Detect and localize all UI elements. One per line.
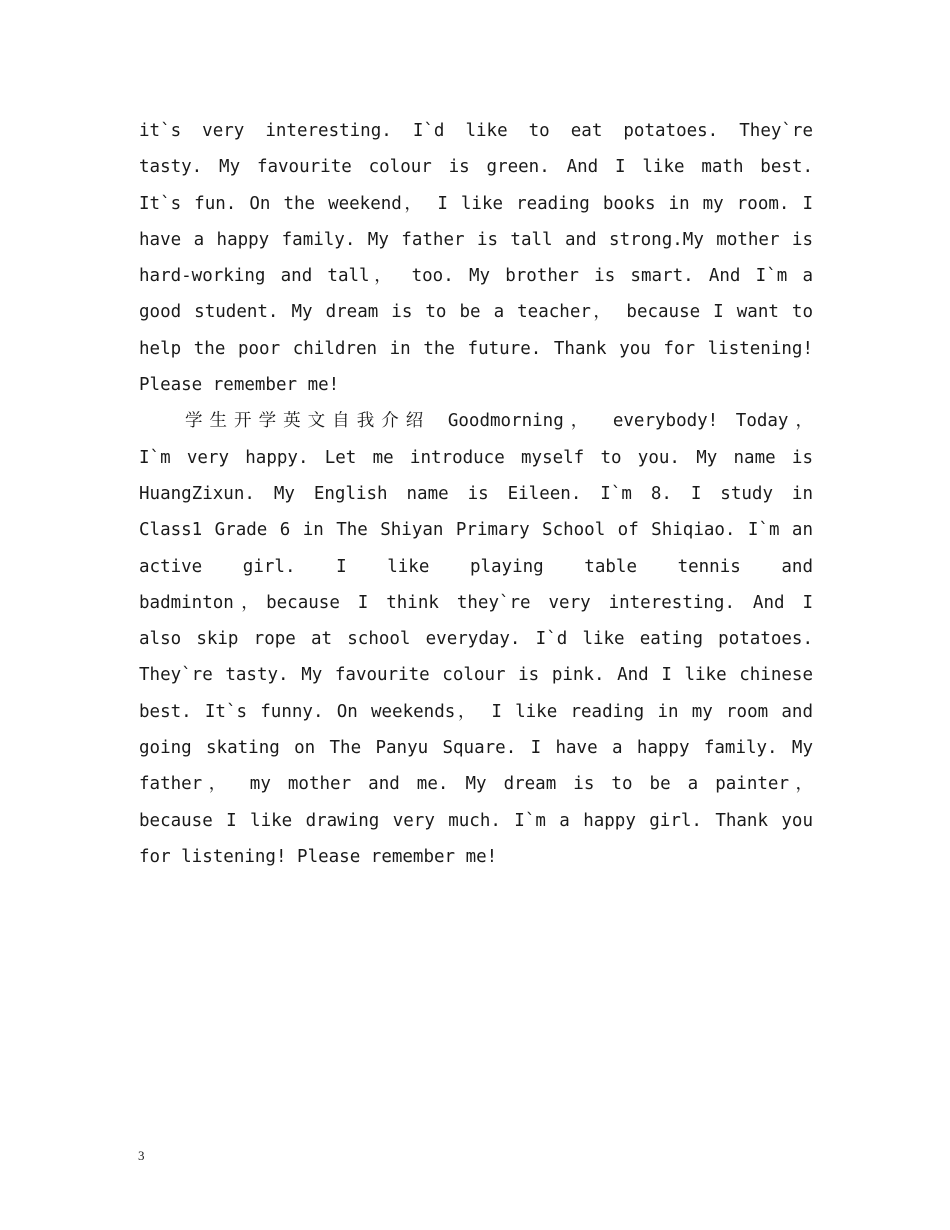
text-line: it`s very interesting. I`d like to eat potatoes. They`re xyxy=(139,121,813,141)
text-line: have a happy family. My father is tall and strong.My mother is xyxy=(139,229,813,250)
text-line: also skip rope at school everyday. I`d like eating potatoes. xyxy=(139,629,813,650)
text-line: They`re tasty. My favourite colour is pink. And I like chinese xyxy=(139,665,813,686)
heading-line: 学生开学英文自我介绍 Goodmorning， everybody! Today， xyxy=(185,411,813,432)
text-line: Class1 Grade 6 in The Shiyan Primary School of Shiqiao. I`m an xyxy=(139,520,813,541)
text-line: tasty. My favourite colour is green. And I like math best. xyxy=(139,157,813,178)
text-line: best. It`s funny. On weekends， I like reading in my room and xyxy=(139,701,813,722)
text-line: I`m very happy. Let me introduce myself to you. My name is xyxy=(139,447,813,468)
text-line: hard-working and tall， too. My brother is smart. And I`m a xyxy=(139,266,813,287)
text-line: because I like drawing very much. I`m a happy girl. Thank you xyxy=(139,810,813,831)
text-line: Please remember me! xyxy=(139,375,340,396)
text-line: father， my mother and me. My dream is to be a painter， xyxy=(139,774,813,795)
text-line: going skating on The Panyu Square. I have a happy family. My xyxy=(139,738,813,759)
text-line: for listening! Please remember me! xyxy=(139,846,498,867)
text-line: HuangZixun. My English name is Eileen. I`m 8. I study in xyxy=(139,483,813,504)
page-number: 3 xyxy=(138,1148,145,1163)
text-line: help the poor children in the future. Thank you for listening! xyxy=(139,338,813,359)
text-line: good student. My dream is to be a teacher， because I want to xyxy=(139,302,813,323)
text-line: badminton，because I think they`re very interesting. And I xyxy=(139,592,813,613)
text-line: It`s fun. On the weekend， I like reading books in my room. I xyxy=(139,193,813,214)
text-line: active girl. I like playing table tennis and xyxy=(139,556,813,577)
body-text xyxy=(139,113,813,875)
